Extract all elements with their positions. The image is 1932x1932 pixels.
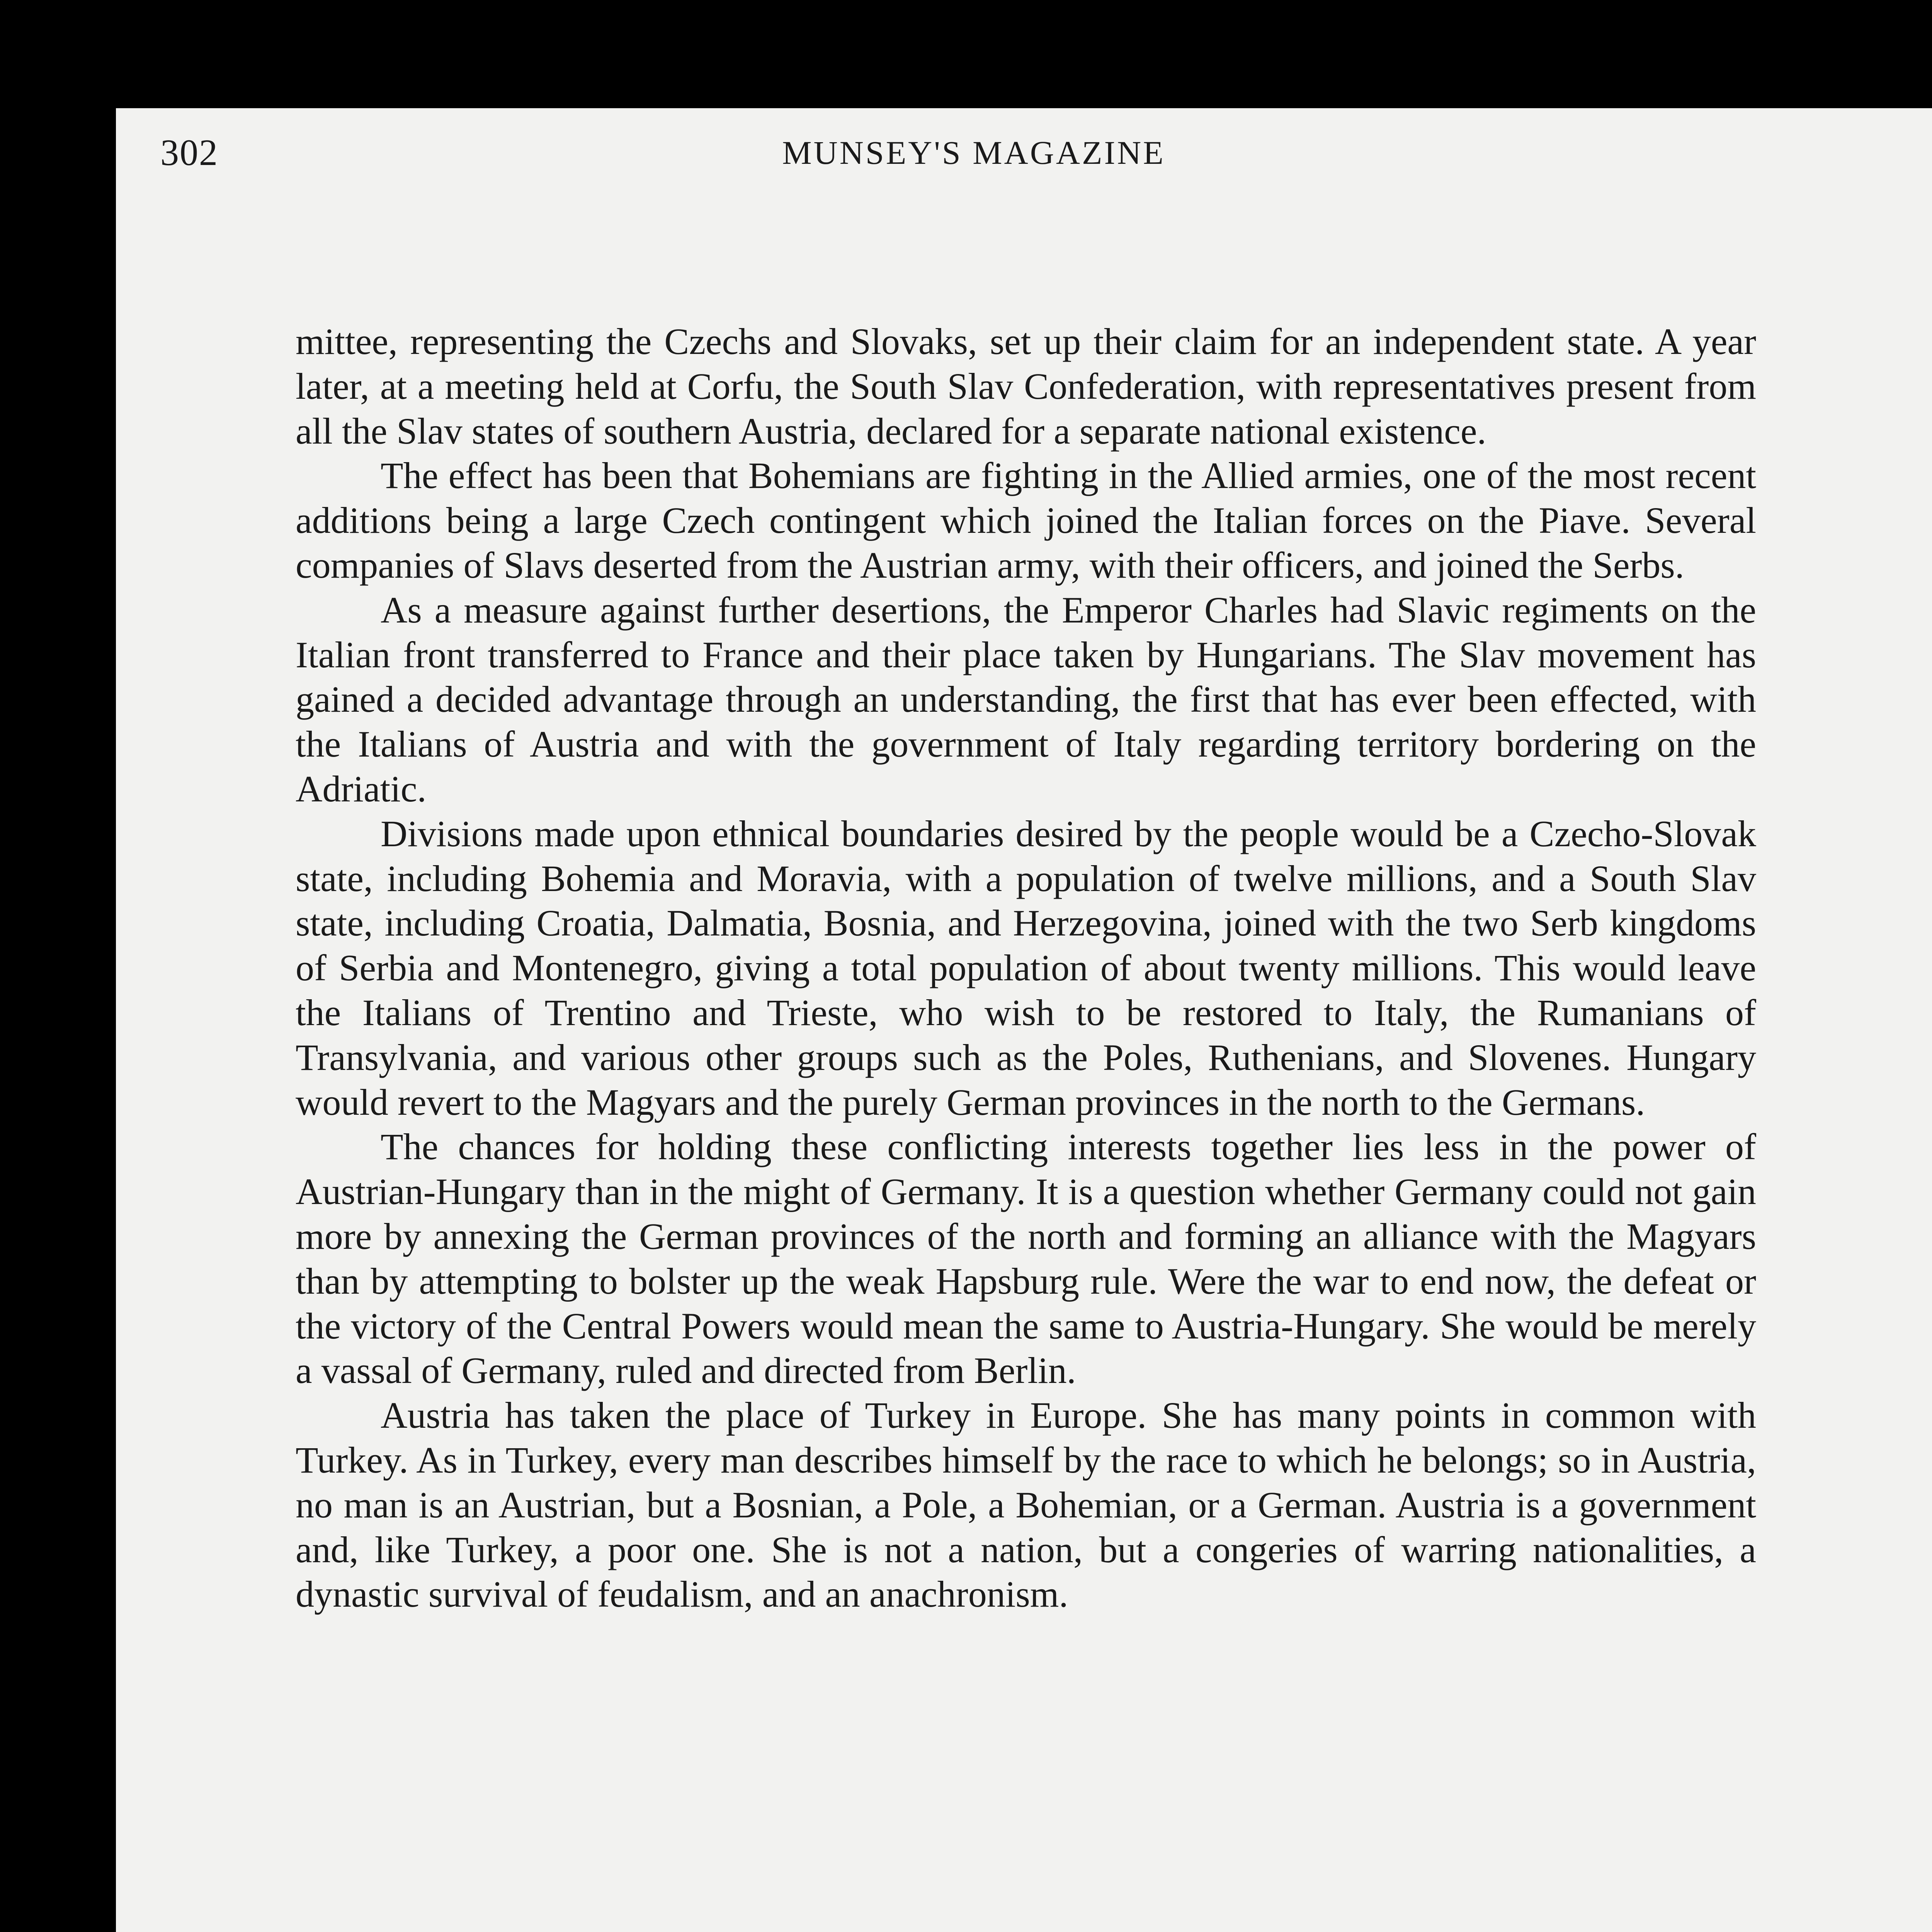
paragraph: Austria has taken the place of Turkey in Europe. She has many points in common with Turkey. As in Turkey, every man describes himself by the race to which he belongs; so in Austria, no man is an Austrian, but a Bosnian, a Pole, a Bohemian, or a German. Austria is a government and, like Turkey, a poor one. She is not a nation, but a congeries of warring nationalities, a dynastic survival of feudalism, and an anachronism. [296,1395,1756,1615]
paragraph: Divisions made upon ethnical boundaries desired by the people would be a Czecho-Slovak state, including Bohemia and Moravia, with a population of twelve millions, and a South Slav state, including Croatia, Dalmatia, Bosnia, and Herzegovina, joined with the two Serb kingdoms of Serbia and Montenegro, giving a total population of about twenty millions. This would leave the Italians of Trentino and Trieste, who wish to be restored to Italy, the Rumanians of Transylvania, and various other groups such as the Poles, Ruthenians, and Slovenes. Hungary would revert to the Magyars and the purely German provinces in the north to the Germans. [296,813,1756,1123]
page-header [160,129,1787,176]
article-body-continued [296,319,1756,1617]
paragraph: The chances for holding these conflicting interests together lies less in the power of Austrian-Hungary than in the might of Germany. It is a question whether Germany could not gain more by annexing the German provinces of the north and forming an alliance with the Magyars than by attempting to bolster up the weak Hapsburg rule. Were the war to end now, the defeat or the victory of the Central Powers would mean the same to Austria-Hungary. She would be merely a vassal of Germany, ruled and directed from Berlin. [296,1126,1756,1391]
page-number: 302 [160,132,218,173]
running-title: MUNSEY'S MAGAZINE [782,134,1165,171]
paragraph: mittee, representing the Czechs and Slovaks, set up their claim for an independent state. A year later, at a meeting held at Corfu, the South Slav Confederation, with representatives present from all the Slav states of southern Austria, declared for a separate national existence. [296,321,1756,452]
paragraph: The effect has been that Bohemians are fighting in the Allied armies, one of the most recent additions being a large Czech contingent which joined the Italian forces on the Piave. Several companies of Slavs deserted from the Austrian army, with their officers, and joined the Serbs. [296,455,1756,586]
paragraph: As a measure against further desertions, the Emperor Charles had Slavic regiments on the Italian front transferred to France and their place taken by Hungarians. The Slav movement has gained a decided advantage through an understanding, the first that has ever been effected, with the Italians of Austria and with the government of Italy regarding territory bordering on the Adriatic. [296,589,1756,810]
